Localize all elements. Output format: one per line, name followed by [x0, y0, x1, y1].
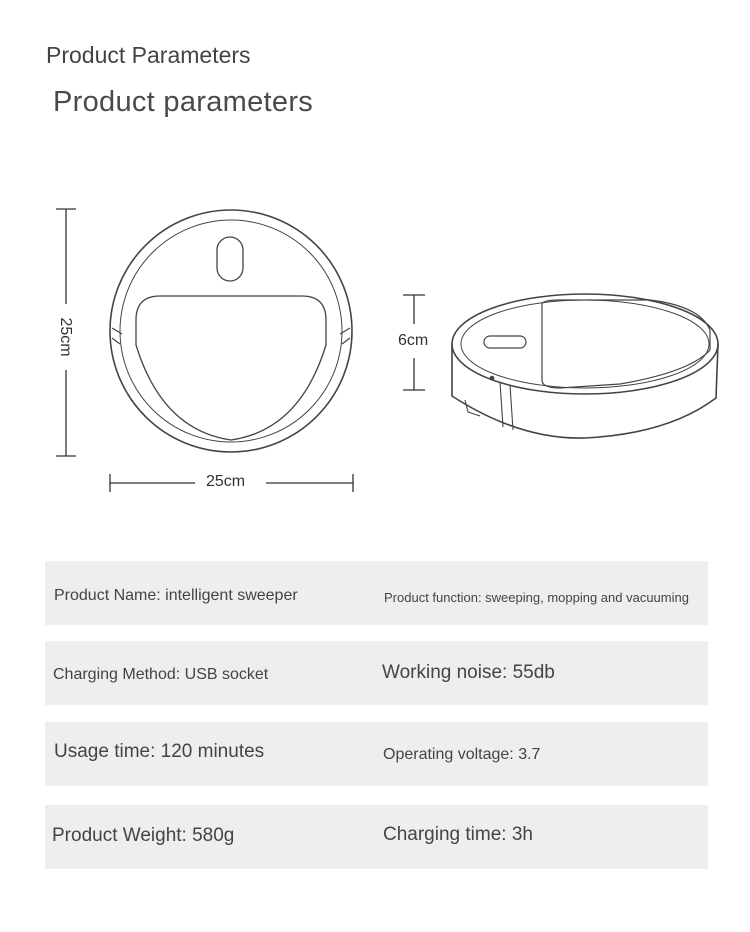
section-title: Product parameters	[53, 86, 314, 118]
param-row-2	[45, 641, 708, 705]
width-dimension-label: 25cm	[206, 473, 246, 490]
param-working-noise: Working noise: 55db	[382, 662, 555, 683]
param-operating-voltage: Operating voltage: 3.7	[383, 746, 541, 763]
param-product-function: Product function: sweeping, mopping and vacuuming	[384, 590, 689, 605]
param-row-1	[45, 561, 708, 625]
height-dimension-label: 25cm	[57, 317, 74, 357]
param-charging-time: Charging time: 3h	[383, 824, 533, 845]
param-product-name: Product Name: intelligent sweeper	[54, 587, 298, 604]
side-height-dimension-label: 6cm	[398, 332, 429, 349]
page-heading: Product Parameters	[46, 42, 251, 68]
param-usage-time: Usage time: 120 minutes	[54, 741, 265, 762]
param-charging-method: Charging Method: USB socket	[53, 666, 269, 683]
param-product-weight: Product Weight: 580g	[52, 825, 235, 846]
param-row-3	[45, 722, 708, 786]
param-row-4	[45, 805, 708, 869]
